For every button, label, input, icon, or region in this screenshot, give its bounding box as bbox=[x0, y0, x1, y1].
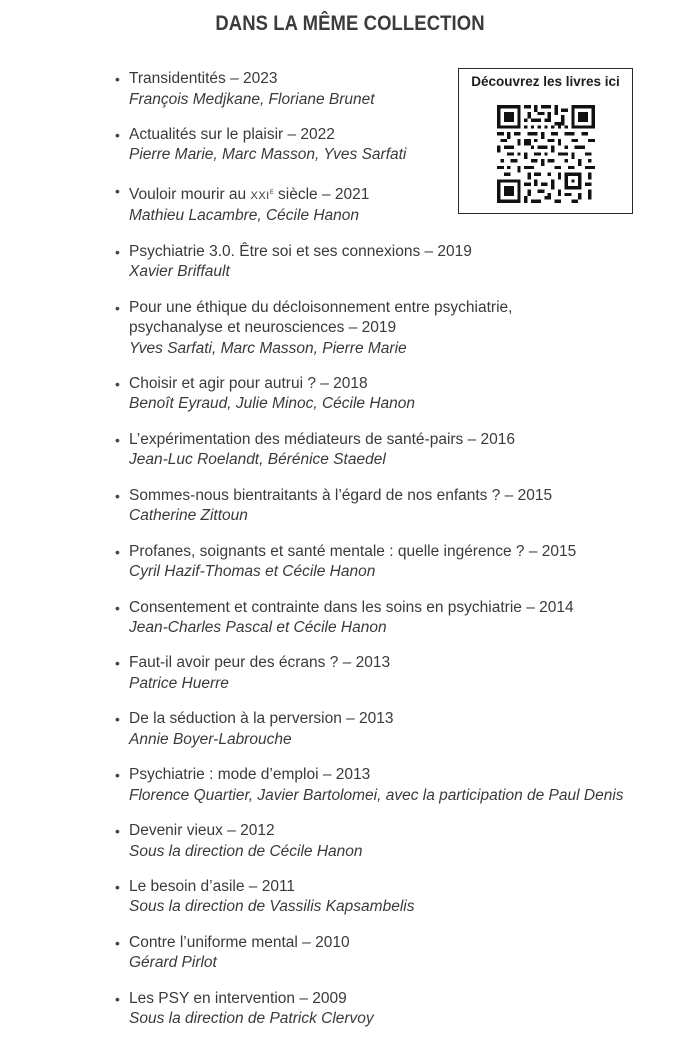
bullet-icon: • bbox=[115, 823, 120, 840]
book-authors: Annie Boyer-Labrouche bbox=[129, 730, 292, 748]
book-title: Profanes, soignants et santé mentale : quelle ingérence ? – 2015 bbox=[129, 542, 577, 560]
list-item bbox=[115, 709, 675, 750]
list-item bbox=[115, 69, 675, 110]
book-title: Le besoin d’asile – 2011 bbox=[129, 877, 296, 895]
book-authors: Xavier Briffault bbox=[129, 263, 230, 281]
list-item bbox=[115, 242, 675, 283]
book-authors: Catherine Zittoun bbox=[129, 507, 248, 525]
book-title: Actualités sur le plaisir – 2022 bbox=[129, 125, 335, 143]
page-title: DANS LA MÊME COLLECTION bbox=[215, 12, 485, 35]
list-item bbox=[115, 542, 675, 583]
bullet-icon: • bbox=[115, 655, 120, 672]
list-item bbox=[115, 125, 675, 166]
list-item bbox=[115, 598, 675, 639]
list-item bbox=[115, 989, 675, 1030]
bullet-icon: • bbox=[115, 878, 120, 895]
book-title: Faut-il avoir peur des écrans ? – 2013 bbox=[129, 654, 391, 672]
book-authors: Yves Sarfati, Marc Masson, Pierre Marie bbox=[129, 339, 407, 357]
bullet-icon: • bbox=[115, 71, 120, 87]
list-item bbox=[115, 877, 675, 918]
list-item bbox=[115, 653, 675, 694]
list-item bbox=[115, 430, 675, 471]
book-title: Psychiatrie 3.0. Être soi et ses connexions – 2019 bbox=[129, 242, 472, 260]
book-title: Vouloir mourir au XXIe siècle – 2021 bbox=[129, 185, 370, 203]
book-authors: Sous la direction de Patrick Clervoy bbox=[129, 1010, 374, 1028]
bullet-icon: • bbox=[115, 431, 120, 448]
book-title: Choisir et agir pour autrui ? – 2018 bbox=[129, 374, 368, 392]
bullet-icon: • bbox=[115, 767, 120, 784]
bullet-icon: • bbox=[115, 243, 120, 260]
book-authors: Gérard Pirlot bbox=[129, 954, 217, 972]
list-item bbox=[115, 298, 675, 360]
book-authors: François Medjkane, Floriane Brunet bbox=[129, 90, 375, 108]
bullet-icon: • bbox=[115, 599, 120, 616]
book-title: De la séduction à la perversion – 2013 bbox=[129, 710, 394, 728]
book-authors: Mathieu Lacambre, Cécile Hanon bbox=[129, 207, 360, 225]
list-item bbox=[115, 933, 675, 974]
bullet-icon: • bbox=[115, 711, 120, 728]
bullet-icon: • bbox=[115, 543, 120, 560]
bullet-icon: • bbox=[115, 126, 120, 143]
book-title: Consentement et contrainte dans les soins en psychiatrie – 2014 bbox=[129, 598, 574, 616]
list-item bbox=[115, 765, 675, 806]
book-title: Transidentités – 2023 bbox=[129, 70, 278, 87]
book-title: Devenir vieux – 2012 bbox=[129, 822, 275, 840]
book-title: L’expérimentation des médiateurs de santé-pairs – 2016 bbox=[129, 430, 516, 448]
book-list bbox=[115, 69, 675, 1045]
book-authors: Pierre Marie, Marc Masson, Yves Sarfati bbox=[129, 146, 407, 164]
book-title: Pour une éthique du décloisonnement entre psychiatrie, bbox=[129, 298, 513, 316]
list-item bbox=[115, 821, 675, 862]
book-authors: Cyril Hazif-Thomas et Cécile Hanon bbox=[129, 563, 376, 581]
book-authors: Benoît Eyraud, Julie Minoc, Cécile Hanon bbox=[129, 395, 416, 413]
bullet-icon: • bbox=[115, 487, 120, 504]
book-title: Psychiatrie : mode d’emploi – 2013 bbox=[129, 766, 371, 784]
qr-label: Découvrez les livres ici bbox=[471, 74, 620, 89]
book-authors: Jean-Charles Pascal et Cécile Hanon bbox=[129, 619, 387, 637]
list-item bbox=[115, 486, 675, 527]
bullet-icon: • bbox=[115, 934, 120, 951]
list-item bbox=[115, 181, 675, 227]
list-item bbox=[115, 374, 675, 415]
book-authors: Jean-Luc Roelandt, Bérénice Staedel bbox=[129, 451, 386, 469]
book-authors: Sous la direction de Cécile Hanon bbox=[129, 842, 363, 860]
book-title: Contre l’uniforme mental – 2010 bbox=[129, 933, 350, 951]
book-title: Sommes-nous bientraitants à l’égard de nos enfants ? – 2015 bbox=[129, 486, 553, 504]
book-authors: Patrice Huerre bbox=[129, 674, 229, 692]
bullet-icon: • bbox=[115, 299, 120, 316]
bullet-icon: • bbox=[115, 182, 120, 199]
bullet-icon: • bbox=[115, 375, 120, 392]
bullet-icon: • bbox=[115, 990, 120, 1007]
book-authors: Sous la direction de Vassilis Kapsambelis bbox=[129, 898, 415, 916]
book-title: Les PSY en intervention – 2009 bbox=[129, 989, 347, 1007]
book-authors: Florence Quartier, Javier Bartolomei, avec la participation de Paul Denis bbox=[129, 786, 624, 804]
book-title-continued: psychanalyse et neurosciences – 2019 bbox=[129, 319, 397, 337]
